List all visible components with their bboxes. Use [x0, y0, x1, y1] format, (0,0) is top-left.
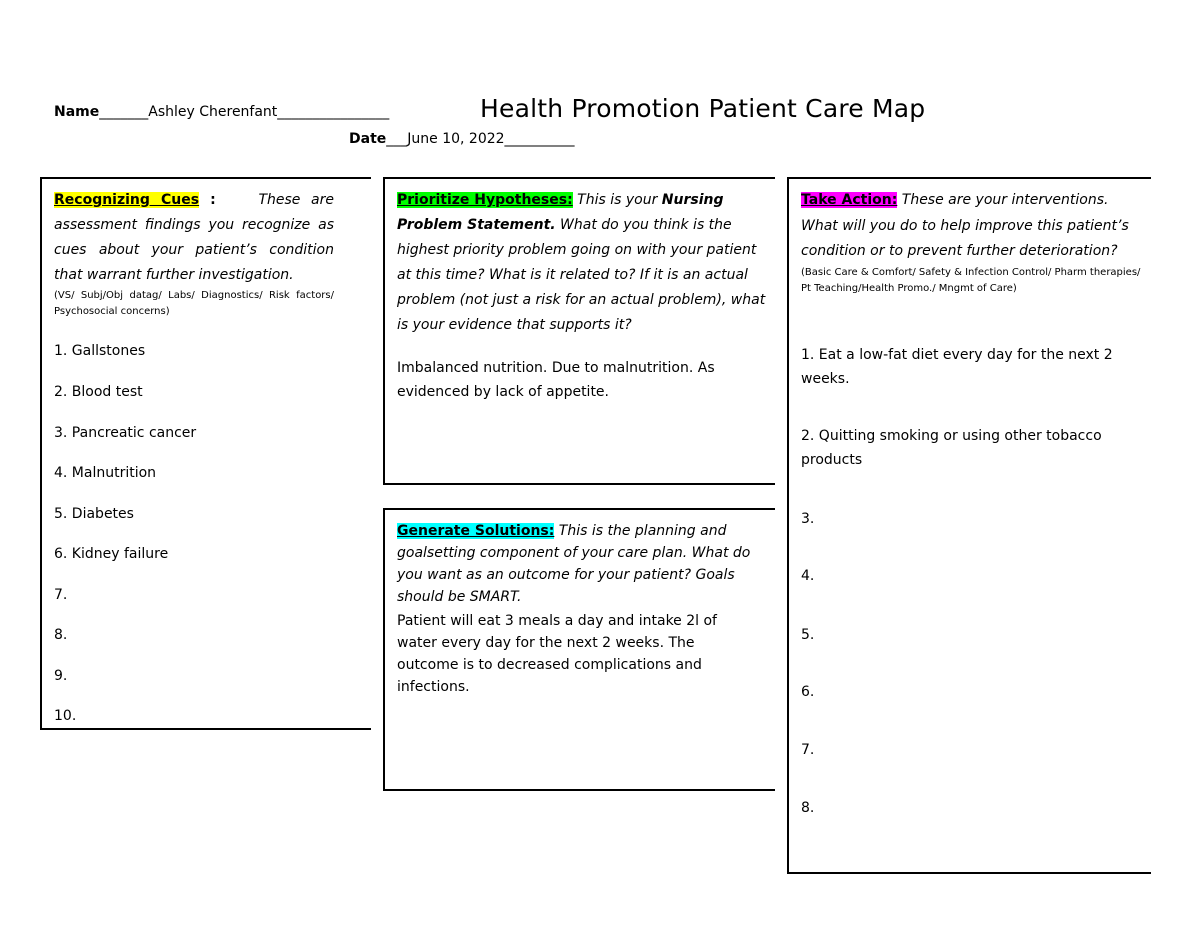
cues-heading: Recognizing Cues — [54, 192, 200, 208]
cues-intro-text: These are assessment findings you recognize as cues about your patient’s condition that warrant further investigation. — [54, 192, 334, 283]
hypotheses-intro-a: This is your — [572, 192, 662, 208]
name-label: Name — [54, 104, 100, 120]
solutions-answer[interactable]: Patient will eat 3 meals a day and intake 2l of water every day for the next 2 weeks. The outcome is to decreased complications and infections. — [397, 613, 717, 695]
cue-item-8[interactable]: 8. — [54, 627, 68, 643]
action-item-6[interactable]: 6. — [801, 684, 815, 700]
action-item-8[interactable]: 8. — [801, 800, 815, 816]
date-value[interactable]: ___June 10, 2022__________ — [386, 131, 575, 147]
cue-item-1[interactable]: 1. Gallstones — [54, 343, 146, 359]
solutions-intro-text: This is the planning and goalsetting component of your care plan. What do you want as an outcome for your patient? Goals should be SMART. — [397, 523, 751, 605]
action-item-1[interactable]: 1. Eat a low-fat diet every day for the next 2 weeks. — [801, 347, 1113, 387]
action-item-5[interactable]: 5. — [801, 627, 815, 643]
cue-item-9[interactable]: 9. — [54, 668, 68, 684]
action-item-4[interactable]: 4. — [801, 568, 815, 584]
hypotheses-answer[interactable]: Imbalanced nutrition. Due to malnutrition. As evidenced by lack of appetite. — [397, 360, 715, 400]
name-value[interactable]: _______Ashley Cherenfant________________ — [99, 104, 390, 120]
cue-item-10[interactable]: 10. — [54, 708, 77, 724]
cue-item-2[interactable]: 2. Blood test — [54, 384, 143, 400]
date-label: Date — [349, 131, 387, 147]
cues-intro — [54, 188, 334, 320]
hypotheses-intro — [397, 188, 767, 338]
action-intro-text: These are your interventions. What will you do to help improve this patient’s condition or to prevent further deterioration? — [801, 192, 1129, 259]
action-item-7[interactable]: 7. — [801, 742, 815, 758]
solutions-heading: Generate Solutions: — [397, 523, 555, 539]
cue-item-7[interactable]: 7. — [54, 587, 68, 603]
cues-box — [40, 177, 371, 730]
hypotheses-intro-b: Nursing Problem Statement. — [397, 192, 724, 233]
cue-item-3[interactable]: 3. Pancreatic cancer — [54, 425, 197, 441]
action-note: (Basic Care & Comfort/ Safety & Infection Control/ Pharm therapies/ Pt Teaching/Health Promo./ Mngmt of Care) — [801, 266, 1141, 294]
action-heading: Take Action: — [801, 192, 898, 208]
cue-item-5[interactable]: 5. Diabetes — [54, 506, 134, 522]
hypotheses-heading: Prioritize Hypotheses: — [397, 192, 573, 208]
hypotheses-box — [383, 177, 775, 485]
cues-colon: : — [199, 192, 216, 208]
action-item-2[interactable]: 2. Quitting smoking or using other tobacco products — [801, 428, 1102, 468]
page-title: Health Promotion Patient Care Map — [480, 94, 926, 123]
cues-note: (VS/ Subj/Obj datag/ Labs/ Diagnostics/ Risk factors/ Psychosocial concerns) — [54, 290, 334, 317]
action-box — [787, 177, 1151, 874]
solutions-box — [383, 508, 775, 791]
action-intro — [801, 188, 1146, 297]
cue-item-4[interactable]: 4. Malnutrition — [54, 465, 157, 481]
action-item-3[interactable]: 3. — [801, 511, 815, 527]
date-line — [349, 131, 575, 147]
solutions-intro — [397, 520, 757, 608]
cue-item-6[interactable]: 6. Kidney failure — [54, 546, 169, 562]
name-line — [54, 104, 389, 120]
hypotheses-intro-c: What do you think is the highest priority problem going on with your patient at this time? What is it related to? If it is an actual problem (not just a risk for an actual problem), what is your evidence that supports it? — [397, 217, 766, 333]
